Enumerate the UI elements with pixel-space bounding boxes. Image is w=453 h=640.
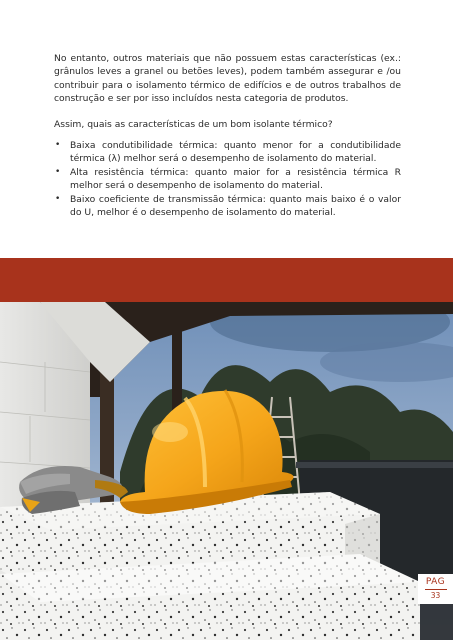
characteristics-list (54, 139, 401, 219)
list-item: • Baixa condutibilidade térmica: quanto menor for a condutibilidade térmica (λ) melhor será o desempenho de isolamento do material. (54, 139, 401, 166)
intro-paragraph: No entanto, outros materiais que não possuem estas características (ex.: grânulos leves a granel ou betões leves), podem também assegurar e /ou contribuir para o isolamento térmico de edifícios e de outros trabalhos de construção e ser por isso incluídos nesta categoria de produtos. (54, 53, 401, 105)
list-item: • Alta resistência térmica: quanto maior for a resistência térmica R melhor será o desempenho de isolamento do material. (54, 166, 401, 193)
accent-band (0, 258, 453, 302)
list-item: • Baixo coeficiente de transmissão térmica: quanto mais baixo é o valor do U, melhor é o desempenho de isolamento do material. (54, 193, 401, 220)
construction-photo (0, 302, 453, 640)
page-divider (425, 589, 447, 590)
page-number-tag (418, 574, 453, 604)
page-number: 33 (430, 591, 441, 600)
page-label: PAG (425, 577, 446, 587)
body-text (54, 52, 401, 219)
question-paragraph: Assim, quais as características de um bom isolante térmico? (54, 118, 333, 130)
